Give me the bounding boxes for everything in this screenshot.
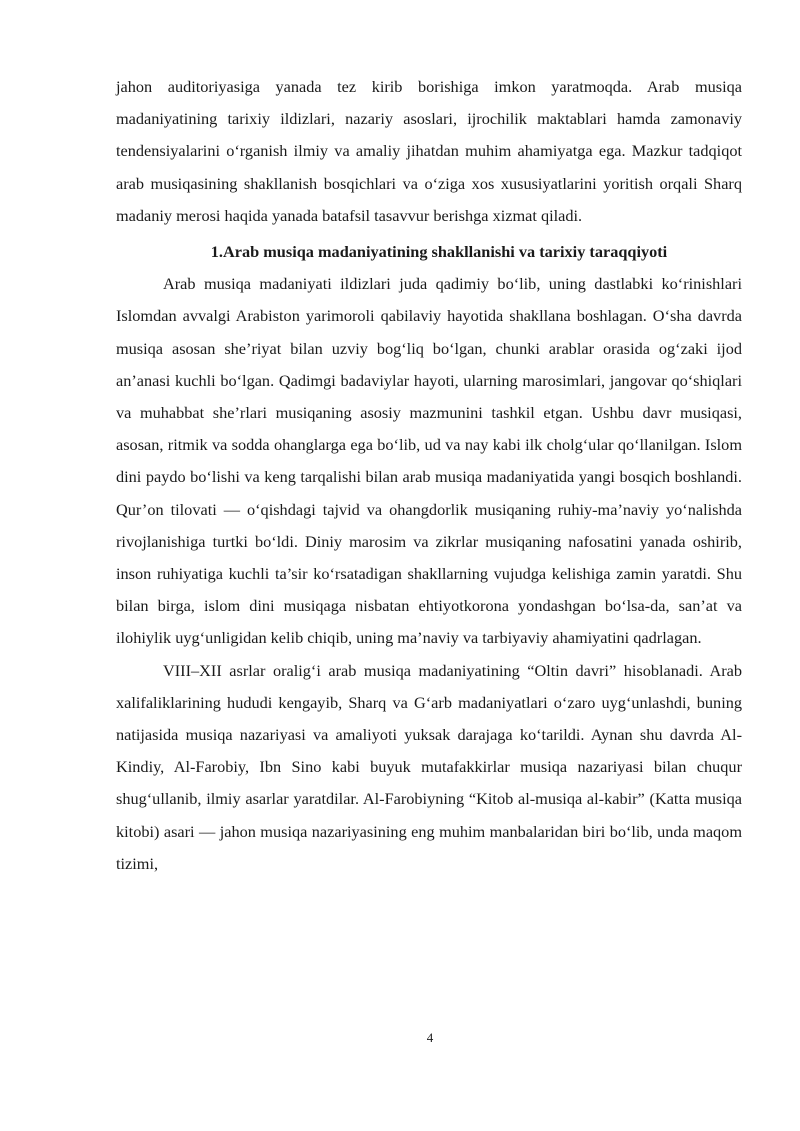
document-page xyxy=(116,71,742,880)
section-heading: 1.Arab musiqa madaniyatining shakllanishi va tarixiy taraqqiyoti xyxy=(210,242,668,262)
body-paragraph-2: VIII–XII asrlar oraligʻi arab musiqa madaniyatining “Oltin davri” hisoblanadi. Arab xalifaliklarining hududi kengayib, Sharq va Gʻarb madaniyatlari oʻzaro uygʻunlashdi, buning natijasida musiqa nazariyasi va amaliyoti yuksak darajaga koʻtarildi. Aynan shu davrda Al-Kindiy, Al-Farobiy, Ibn Sino kabi buyuk mutafakkirlar musiqa nazariyasi bilan chuqur shugʻullanib, ilmiy asarlar yaratdilar. Al-Farobiyning “Kitob al-musiqa al-kabir” (Katta musiqa kitobi) asari — jahon musiqa nazariyasining eng muhim manbalaridan biri boʻlib, unda maqom tizimi, xyxy=(116,660,742,873)
body-paragraph-1: Arab musiqa madaniyati ildizlari juda qadimiy boʻlib, uning dastlabki koʻrinishlari Islomdan avvalgi Arabiston yarimoroli qabilaviy hayotida shakllana boshlagan. Oʻsha davrda musiqa asosan she’riyat bilan uzviy bogʻliq boʻlgan, chunki arablar orasida ogʻzaki ijod an’anasi kuchli boʻlgan. Qadimgi badaviylar hayoti, ularning marosimlari, jangovar qoʻshiqlari va muhabbat she’rlari musiqaning asosiy mazmunini tashkil etgan. Ushbu davr musiqasi, asosan, ritmik va sodda ohanglarga ega boʻlib, ud va nay kabi ilk cholgʻular qoʻllanilgan. Islom dini paydo boʻlishi va keng tarqalishi bilan arab musiqa madaniyatida yangi bosqich boshlandi. Qur’on tilovati — oʻqishdagi tajvid va ohangdorlik musiqaning ruhiy-ma’naviy yoʻnalishda rivojlanishiga turtki boʻldi. Diniy marosim va zikrlar musiqaning nafosatini yanada oshirib, inson ruhiyatiga kuchli ta’sir koʻrsatadigan shakllarning vujudga kelishiga zamin yaratdi. Shu bilan birga, islom dini musiqaga nisbatan ehtiyotkorona yondashgan boʻlsa-da, san’at va ilohiylik uygʻunligidan kelib chiqib, uning ma’naviy va tarbiyaviy ahamiyatini qadrlagan. xyxy=(116,274,742,648)
page-number: 4 xyxy=(426,1030,434,1045)
intro-paragraph: jahon auditoriyasiga yanada tez kirib borishiga imkon yaratmoqda. Arab musiqa madaniyatining tarixiy ildizlari, nazariy asoslari, ijrochilik maktablari hamda zamonaviy tendensiyalarini oʻrganish ilmiy va amaliy jihatdan muhim ahamiyatga ega. Mazkur tadqiqot arab musiqasining shakllanish bosqichlari va oʻziga xos xususiyatlarini yoritish orqali Sharq madaniy merosi haqida yanada batafsil tasavvur berishga xizmat qiladi. xyxy=(116,77,742,225)
